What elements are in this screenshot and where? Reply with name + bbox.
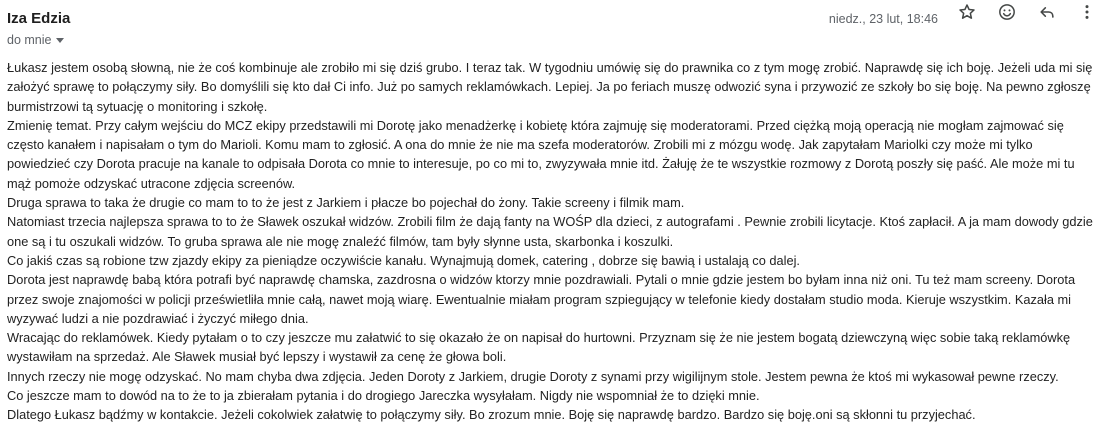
message-paragraph: Dorota jest naprawdę babą która potrafi być naprawdę chamska, zazdrosna o widzów ktorzy mnie pozdrawiali. Pytali o mnie gdzie jestem bo byłam inna niż oni. Tu też mam screeny. Dorota przez swoje znajomości w policji prześwietliła mnie całą, nawet moją wiarę. Ewentualnie miałam program szpiegujący w telefonie kiedy dostałam studio moda. Kieruje wszystkim. Kazała mi wyzywać ludzi a nie pozdrawiać i życzyć miłego dnia.	[7, 272, 1076, 326]
message-paragraph: Dlatego Łukasz bądźmy w kontakcie. Jeżeli cokolwiek załatwię to połączymy siły. Bo zrozum mnie. Boję się naprawdę bardzo. Bardzo się boję.oni są skłonni tu przyjechać.	[7, 407, 976, 423]
emoji-reaction-icon	[997, 2, 1017, 22]
chevron-down-icon	[56, 38, 64, 43]
message-paragraph: Innych rzeczy nie mogę odzyskać. No mam chyba dwa zdjęcia. Jeden Doroty z Jarkiem, drugie Doroty z synami przy wigilijnym stole. Jestem pewna że ktoś mi wykasował pewne rzeczy.	[7, 368, 1059, 384]
message-body	[7, 58, 1095, 425]
more-options-button[interactable]	[1075, 0, 1099, 24]
reply-button[interactable]	[1035, 0, 1059, 24]
message-paragraph: Co jakiś czas są robione tzw zjazdy ekipy za pieniądze oczywiście kanału. Wynajmują domek, catering , dobrze się bawią i ustalają co dalej.	[7, 252, 800, 268]
star-icon	[957, 2, 977, 22]
add-reaction-button[interactable]	[995, 0, 1019, 24]
message-paragraph: Co jeszcze mam to dowód na to że to ja zbierałam pytania i do drogiego Jareczka wysyłałam. Nigdy nie wspomniał że to dzięki mnie.	[7, 388, 760, 404]
message-paragraph: Zmienię temat. Przy całym wejściu do MCZ ekipy przedstawili mi Dorotę jako menadżerkę i kobietę która zajmuję się moderatorami. Przed ciężką moją operacją nie mogłam zajmować się często kanałem i napisałam o tym do Marioli. Komu mam to zgłosić. A ona do mnie że nie ma szefa moderatorów. Zrobili mi z mózgu wodę. Jak zapytałam Mariolki czy może mi tylko powiedzieć czy Dorota pracuje na kanale to odpisała Dorota co mnie to interesuje, po co mi to, zwyzywała mnie itd. Żałuję że te wszystkie rozmowy z Dorotą poszły się paść. Ale może mi tu mąż pomoże odzyskać utracone zdjęcia screenów.	[7, 117, 1075, 191]
message-date: niedz., 23 lut, 18:46	[828, 12, 938, 26]
sender-name[interactable]: Iza Edzia	[7, 10, 71, 27]
recipient-label: do mnie	[7, 33, 52, 47]
message-paragraph: Druga sprawa to taka że drugie co mam to to że jest z Jarkiem i płacze bo pojechał do żony. Takie screeny i filmik mam.	[7, 195, 685, 211]
reply-icon	[1037, 2, 1057, 22]
star-button[interactable]	[955, 0, 979, 24]
recipient-details-toggle[interactable]	[7, 33, 64, 47]
email-header	[0, 0, 1101, 54]
message-paragraph: Wracając do reklamówek. Kiedy pytałam o to czy jeszcze mu załatwić to się okazało że on napisał do hurtowni. Przyznam się że nie jestem bogatą dziewczyną więc sobie taką reklamówkę wystawiłam na sprzedaż. Ale Sławek musiał być lepszy i wystawił za cenę że głowa boli.	[7, 330, 1071, 365]
more-vertical-icon	[1077, 2, 1097, 22]
message-paragraph: Łukasz jestem osobą słowną, nie że coś kombinuje ale zrobiło mi się dziś grubo. I teraz tak. W tygodniu umówię się do prawnika co z tym mogę zrobić. Naprawdę się ich boję. Jeżeli uda mi się założyć sprawę to połączymy siły. Bo domyślili się kto dał Ci info. Już po samych reklamówkach. Lepiej. Ja po feriach muszę odwozić syna i przywozić ze szkoły bo się boję. Na pewno zgłoszę burmistrzowi tą sytuację o monitoring i szkołę.	[7, 60, 1093, 114]
message-paragraph: Natomiast trzecia najlepsza sprawa to to że Sławek oszukał widzów. Zrobili film że dają fanty na WOŚP dla dzieci, z autografami . Pewnie zrobili licytacje. Ktoś zapłacił. A ja mam dowody gdzie one są i tu oszukali widzów. To gruba sprawa ale nie mogę znaleźć filmów, tam były słynne usta, skarbonka i koszulki.	[7, 214, 1093, 249]
